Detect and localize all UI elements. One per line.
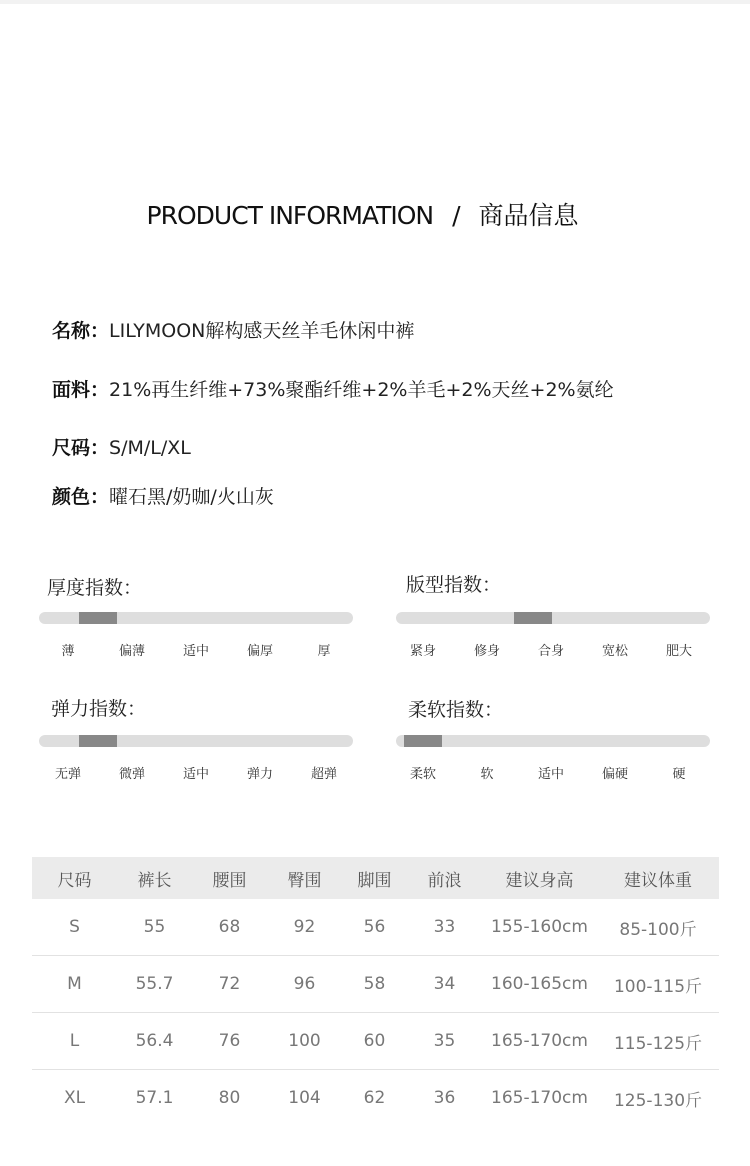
header-weight: 建议体重	[597, 857, 719, 899]
info-color	[52, 482, 274, 509]
elasticity-option: 微弹	[118, 767, 145, 782]
info-name-value: LILYMOON解构感天丝羊毛休闲中裤	[109, 320, 415, 342]
table-cell: 55	[117, 899, 192, 956]
size-chart-table	[32, 857, 719, 1126]
fit-index-title: 版型指数：	[406, 574, 502, 596]
thickness-index-track	[39, 612, 353, 624]
table-cell: 155-160cm	[482, 899, 597, 956]
softness-option: 硬	[672, 767, 686, 782]
fit-option: 紧身	[409, 644, 436, 659]
softness-index-track	[396, 735, 710, 747]
elasticity-option: 弹力	[246, 767, 273, 782]
fit-option: 肥大	[665, 644, 692, 659]
info-size-label: 尺码：	[52, 437, 110, 459]
table-cell: 36	[433, 1088, 456, 1108]
elasticity-index-options	[38, 763, 358, 783]
table-cell: 34	[407, 956, 482, 1013]
table-cell: M	[32, 956, 117, 1013]
info-color-value: 曜石黑/奶咖/火山灰	[109, 486, 274, 508]
table-cell: 165-170cm	[482, 1013, 597, 1070]
table-row	[32, 899, 719, 956]
table-cell: 160-165cm	[482, 956, 597, 1013]
thickness-index-fill	[79, 612, 117, 624]
fit-index-track	[396, 612, 710, 624]
thickness-option: 厚	[317, 644, 331, 659]
elasticity-index-track	[39, 735, 353, 747]
header-leg-opening: 脚围	[342, 857, 407, 899]
softness-option: 柔软	[409, 767, 436, 782]
table-cell: 125-130斤	[613, 1090, 703, 1111]
elasticity-index-fill	[79, 735, 117, 747]
thickness-option: 薄	[61, 644, 75, 659]
thickness-option: 偏厚	[246, 644, 273, 659]
elasticity-option: 适中	[182, 767, 209, 782]
info-fabric-label: 面料：	[52, 379, 110, 401]
table-cell: 76	[192, 1013, 267, 1070]
info-fabric-value: 21%再生纤维+73%聚酯纤维+2%羊毛+2%天丝+2%氨纶	[109, 379, 614, 401]
thickness-index-options	[38, 640, 358, 660]
size-table-header-row	[32, 857, 719, 899]
table-row	[32, 1013, 719, 1070]
thickness-option: 适中	[182, 644, 209, 659]
table-cell: 96	[267, 956, 342, 1013]
table-cell: 58	[342, 956, 407, 1013]
header-hip: 臀围	[267, 857, 342, 899]
elasticity-option: 无弹	[54, 767, 81, 782]
info-color-label: 颜色：	[52, 486, 110, 508]
table-cell: 72	[192, 956, 267, 1013]
table-row	[32, 1070, 719, 1127]
fit-option: 宽松	[601, 644, 628, 659]
table-cell: S	[32, 899, 117, 956]
table-cell: 85-100斤	[597, 899, 719, 956]
table-cell: 56.4	[117, 1013, 192, 1070]
softness-option: 适中	[537, 767, 564, 782]
table-cell: 55.7	[117, 956, 192, 1013]
header-length: 裤长	[117, 857, 192, 899]
fit-option: 合身	[537, 644, 564, 659]
table-cell: 57.1	[135, 1088, 174, 1108]
table-cell: 92	[267, 899, 342, 956]
softness-index-options	[393, 763, 713, 783]
title-separator: /	[452, 201, 460, 230]
table-cell: 62	[363, 1088, 386, 1108]
info-fabric	[52, 375, 614, 402]
table-cell: 56	[342, 899, 407, 956]
table-cell: 33	[407, 899, 482, 956]
info-size-value: S/M/L/XL	[109, 437, 191, 459]
softness-index-fill	[404, 735, 442, 747]
info-size	[52, 433, 191, 460]
elasticity-index-title: 弹力指数：	[51, 698, 147, 720]
table-cell: 80	[218, 1088, 241, 1108]
thickness-index-title: 厚度指数：	[47, 577, 143, 599]
fit-index-fill	[514, 612, 552, 624]
top-divider	[0, 0, 750, 4]
table-cell: 100-115斤	[597, 956, 719, 1013]
header-front-rise: 前浪	[407, 857, 482, 899]
table-cell: 165-170cm	[491, 1088, 588, 1108]
header-size: 尺码	[32, 857, 117, 899]
thickness-option: 偏薄	[118, 644, 145, 659]
table-row	[32, 956, 719, 1013]
title-zh: 商品信息	[478, 201, 579, 230]
page-title	[0, 196, 725, 232]
table-cell: 35	[407, 1013, 482, 1070]
softness-option: 软	[480, 767, 494, 782]
table-cell: XL	[63, 1088, 86, 1108]
table-cell: 100	[267, 1013, 342, 1070]
header-height: 建议身高	[482, 857, 597, 899]
fit-option: 修身	[473, 644, 500, 659]
elasticity-option: 超弹	[310, 767, 337, 782]
table-cell: 60	[342, 1013, 407, 1070]
table-cell: 68	[192, 899, 267, 956]
info-name	[52, 316, 414, 343]
table-cell: L	[32, 1013, 117, 1070]
title-en: PRODUCT INFORMATION	[146, 201, 434, 230]
softness-index-title: 柔软指数：	[408, 699, 504, 721]
table-cell: 115-125斤	[597, 1013, 719, 1070]
header-waist: 腰围	[192, 857, 267, 899]
table-cell: 104	[288, 1088, 321, 1108]
info-name-label: 名称：	[52, 320, 110, 342]
fit-index-options	[393, 640, 713, 660]
softness-option: 偏硬	[601, 767, 628, 782]
